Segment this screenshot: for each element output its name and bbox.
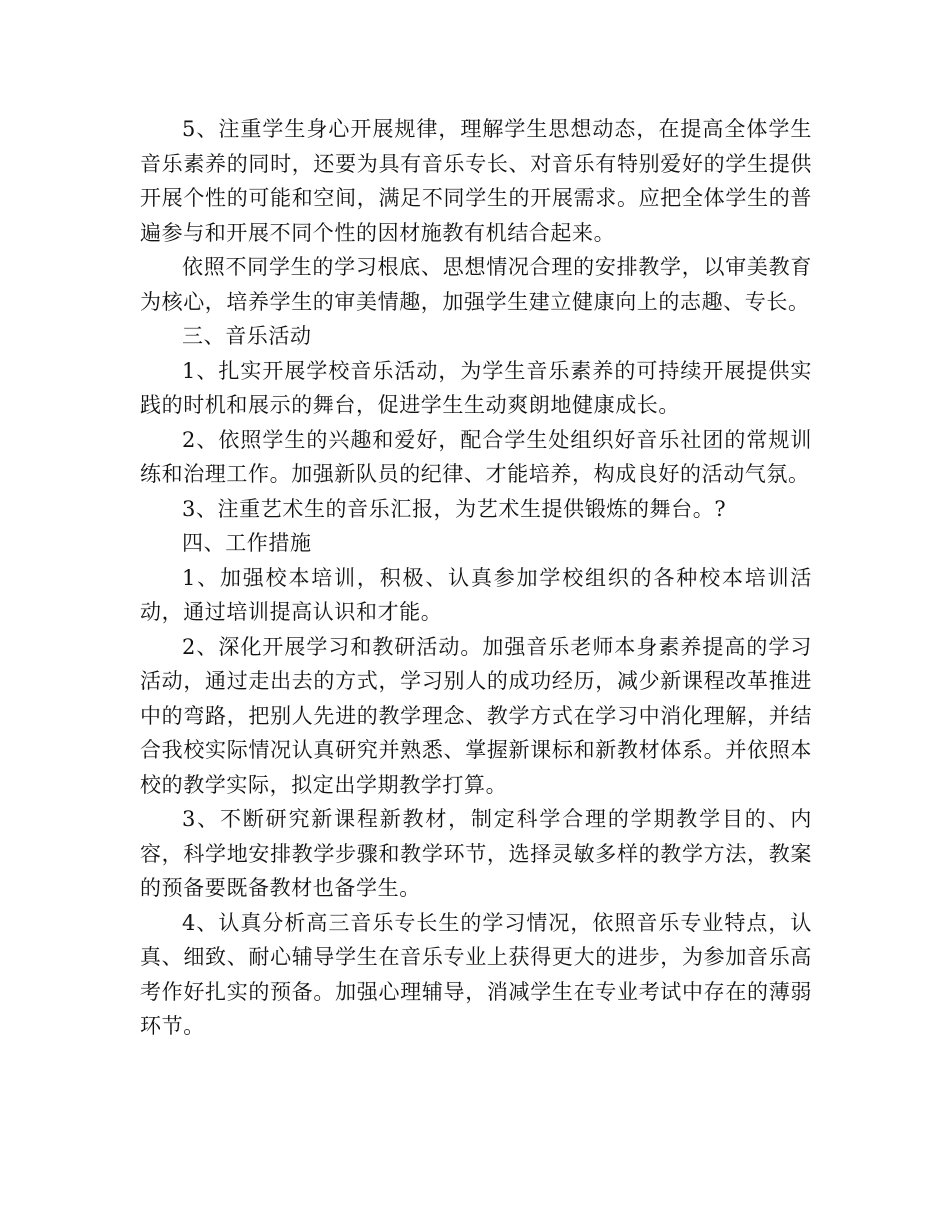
paragraph-measure-4: 4、认真分析高三音乐专长生的学习情况，依照音乐专业特点，认真、细致、耐心辅导学生在音乐专业上获得更大的进步，为参加音乐高考作好扎实的预备。加强心理辅导，消减学生在专业考试中存在的薄弱环节。 xyxy=(140,910,812,1038)
paragraph-aesthetic-education: 依照不同学生的学习根底、思想情况合理的安排教学，以审美教育为核心，培养学生的审美情趣，加强学生建立健康向上的志趣、专长。 xyxy=(140,255,812,314)
paragraph-measure-1: 1、加强校本培训，积极、认真参加学校组织的各种校本培训活动，通过培训提高认识和才能。 xyxy=(140,565,812,624)
paragraph-measure-2: 2、深化开展学习和教研活动。加强音乐老师本身素养提高的学习活动，通过走出去的方式，学习别人的成功经历，减少新课程改革推进中的弯路，把别人先进的教学理念、教学方式在学习中消化理解，并结合我校实际情况认真研究并熟悉、掌握新课标和新教材体系。并依照本校的教学实际，拟定出学期教学打算。 xyxy=(140,634,812,797)
section-heading-work-measures: 四、工作措施 xyxy=(182,531,312,555)
paragraph-student-development: 5、注重学生身心开展规律，理解学生思想动态，在提高全体学生音乐素养的同时，还要为具有音乐专长、对音乐有特别爱好的学生提供开展个性的可能和空间，满足不同学生的开展需求。应把全体学生的普遍参与和开展不同个性的因材施教有机结合起来。 xyxy=(140,117,812,245)
section-heading-music-activities: 三、音乐活动 xyxy=(182,324,312,348)
paragraph-activity-3: 3、注重艺术生的音乐汇报，为艺术生提供锻炼的舞台。? xyxy=(182,496,727,521)
paragraph-measure-3: 3、不断研究新课程新教材，制定科学合理的学期教学目的、内容，科学地安排教学步骤和教学环节，选择灵敏多样的教学方法，教案的预备要既备教材也备学生。 xyxy=(140,807,812,900)
paragraph-activity-1: 1、扎实开展学校音乐活动，为学生音乐素养的可持续开展提供实践的时机和展示的舞台，促进学生生动爽朗地健康成长。 xyxy=(140,358,812,417)
document-page xyxy=(140,112,812,1044)
paragraph-activity-2: 2、依照学生的兴趣和爱好，配合学生处组织好音乐社团的常规训练和治理工作。加强新队员的纪律、才能培养，构成良好的活动气氛。 xyxy=(140,427,812,486)
